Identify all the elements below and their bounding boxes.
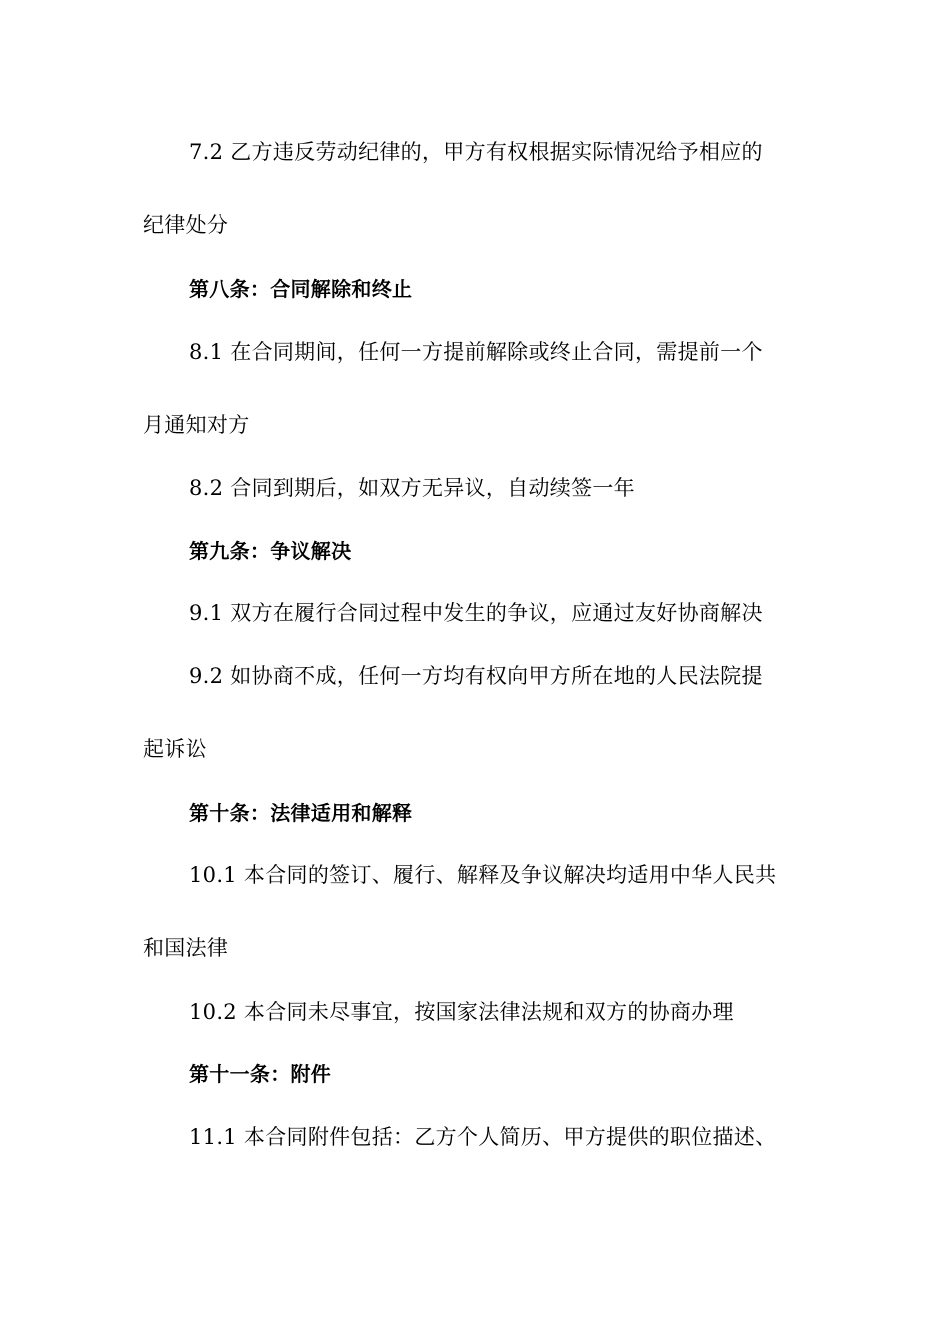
- clause-11-1-line-1: 11.1 本合同附件包括：乙方个人简历、甲方提供的职位描述、: [189, 1125, 777, 1149]
- clause-7-2-line-1: 7.2 乙方违反劳动纪律的，甲方有权根据实际情况给予相应的: [189, 140, 763, 164]
- clause-9-2-line-2: 起诉讼: [143, 737, 207, 761]
- clause-10-1-line-2: 和国法律: [143, 936, 229, 960]
- clause-8-1-line-2: 月通知对方: [143, 413, 250, 437]
- article-10-heading: 第十条：法律适用和解释: [189, 801, 413, 825]
- clause-9-2-line-1: 9.2 如协商不成，任何一方均有权向甲方所在地的人民法院提: [189, 664, 763, 688]
- article-11-heading: 第十一条：附件: [189, 1062, 332, 1086]
- clause-8-1-line-1: 8.1 在合同期间，任何一方提前解除或终止合同，需提前一个: [189, 340, 763, 364]
- article-8-heading: 第八条：合同解除和终止: [189, 277, 413, 301]
- clause-8-2: 8.2 合同到期后，如双方无异议，自动续签一年: [189, 476, 635, 500]
- article-9-heading: 第九条：争议解决: [189, 539, 352, 563]
- clause-9-1: 9.1 双方在履行合同过程中发生的争议，应通过友好协商解决: [189, 601, 763, 625]
- clause-10-1-line-1: 10.1 本合同的签订、履行、解释及争议解决均适用中华人民共: [189, 863, 777, 887]
- clause-7-2-line-2: 纪律处分: [143, 213, 229, 237]
- clause-10-2: 10.2 本合同未尽事宜，按国家法律法规和双方的协商办理: [189, 1000, 734, 1024]
